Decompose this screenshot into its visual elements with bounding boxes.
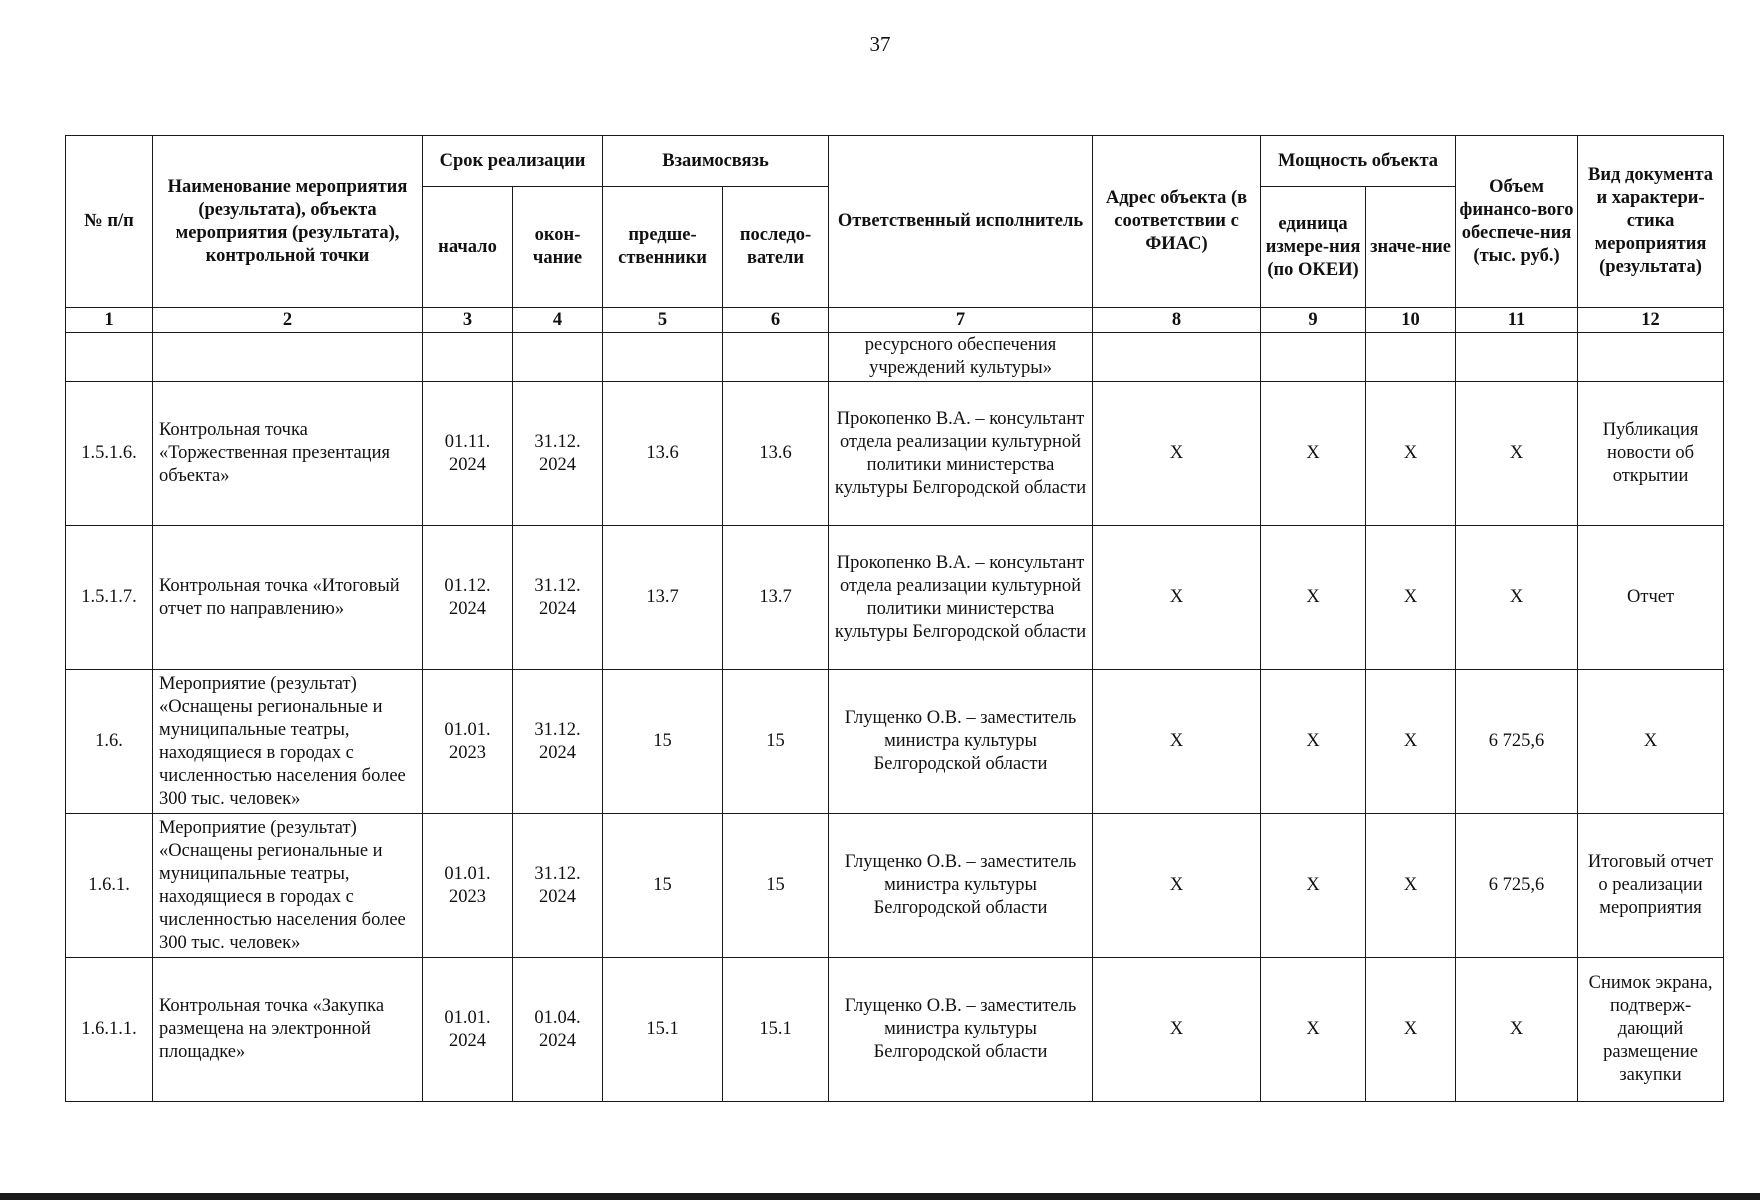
column-number: 5: [603, 308, 723, 333]
table-row: [66, 958, 1724, 1102]
row-num: 1.6.1.1.: [66, 958, 153, 1102]
plan-table: [65, 135, 1724, 1102]
header-finance: Объем финансо-вого обеспече-ния (тыс. руб.): [1456, 136, 1578, 308]
row-prev: 15: [603, 814, 723, 958]
row-next: 15: [723, 814, 829, 958]
header-relation: Взаимосвязь: [603, 136, 829, 187]
row-name: Контрольная точка «Торжественная презентация объекта»: [153, 382, 423, 526]
row-responsible: Прокопенко В.А. – консультант отдела реализации культурной политики министерства культуры Белгородской области: [829, 526, 1093, 670]
row-doc: Итоговый отчет о реализации мероприятия: [1578, 814, 1724, 958]
header-address: Адрес объекта (в соответствии с ФИАС): [1093, 136, 1261, 308]
header-capacity: Мощность объекта: [1261, 136, 1456, 187]
table-cell: [513, 333, 603, 382]
row-start: 01.12. 2024: [423, 526, 513, 670]
table-row-continuation: [66, 333, 1724, 382]
row-responsible: Глущенко О.В. – заместитель министра культуры Белгородской области: [829, 670, 1093, 814]
header-relation-prev: предше-ственники: [603, 187, 723, 308]
row-value: X: [1366, 958, 1456, 1102]
row-responsible: Прокопенко В.А. – консультант отдела реализации культурной политики министерства культуры Белгородской области: [829, 382, 1093, 526]
row-doc: X: [1578, 670, 1724, 814]
row-value: X: [1366, 670, 1456, 814]
row-value: X: [1366, 382, 1456, 526]
table-cell: [1456, 333, 1578, 382]
row-responsible: Глущенко О.В. – заместитель министра культуры Белгородской области: [829, 814, 1093, 958]
row-address: X: [1093, 814, 1261, 958]
row-finance: X: [1456, 958, 1578, 1102]
row-start: 01.01. 2023: [423, 670, 513, 814]
column-number: 10: [1366, 308, 1456, 333]
header-relation-next: последо-ватели: [723, 187, 829, 308]
header-num: № п/п: [66, 136, 153, 308]
column-number: 11: [1456, 308, 1578, 333]
table-row: [66, 670, 1724, 814]
row-name: Контрольная точка «Закупка размещена на электронной площадке»: [153, 958, 423, 1102]
table-cell: [423, 333, 513, 382]
row-next: 15: [723, 670, 829, 814]
row-unit: X: [1261, 814, 1366, 958]
row-end: 31.12. 2024: [513, 382, 603, 526]
table-cell: [603, 333, 723, 382]
row-next: 13.7: [723, 526, 829, 670]
row-value: X: [1366, 814, 1456, 958]
row-end: 31.12. 2024: [513, 670, 603, 814]
table-row: [66, 382, 1724, 526]
row-prev: 13.7: [603, 526, 723, 670]
column-number: 4: [513, 308, 603, 333]
table-cell: [723, 333, 829, 382]
row-num: 1.6.1.: [66, 814, 153, 958]
column-number: 3: [423, 308, 513, 333]
row-next: 13.6: [723, 382, 829, 526]
table-row: [66, 814, 1724, 958]
column-number: 2: [153, 308, 423, 333]
continuation-text: ресурсного обеспечения учреждений культуры»: [829, 333, 1093, 382]
table-cell: [1578, 333, 1724, 382]
row-start: 01.01. 2024: [423, 958, 513, 1102]
row-address: X: [1093, 670, 1261, 814]
row-value: X: [1366, 526, 1456, 670]
bottom-divider: [0, 1193, 1760, 1200]
row-doc: Отчет: [1578, 526, 1724, 670]
column-number: 9: [1261, 308, 1366, 333]
row-prev: 13.6: [603, 382, 723, 526]
column-number: 7: [829, 308, 1093, 333]
row-end: 31.12. 2024: [513, 814, 603, 958]
header-period-end: окон-чание: [513, 187, 603, 308]
row-name: Контрольная точка «Итоговый отчет по направлению»: [153, 526, 423, 670]
header-capacity-value: значе-ние: [1366, 187, 1456, 308]
header-name: Наименование мероприятия (результата), объекта мероприятия (результата), контрольной точки: [153, 136, 423, 308]
row-address: X: [1093, 526, 1261, 670]
header-period: Срок реализации: [423, 136, 603, 187]
row-prev: 15.1: [603, 958, 723, 1102]
row-unit: X: [1261, 526, 1366, 670]
table-body: [66, 333, 1724, 1102]
row-num: 1.5.1.6.: [66, 382, 153, 526]
row-finance: 6 725,6: [1456, 814, 1578, 958]
header-doc-type: Вид документа и характери-стика мероприятия (результата): [1578, 136, 1724, 308]
header-responsible: Ответственный исполнитель: [829, 136, 1093, 308]
header-capacity-unit: единица измере-ния (по ОКЕИ): [1261, 187, 1366, 308]
table-row: [66, 526, 1724, 670]
row-finance: 6 725,6: [1456, 670, 1578, 814]
row-end: 01.04. 2024: [513, 958, 603, 1102]
row-unit: X: [1261, 382, 1366, 526]
row-unit: X: [1261, 670, 1366, 814]
table-cell: [1366, 333, 1456, 382]
row-doc: Публикация новости об открытии: [1578, 382, 1724, 526]
row-start: 01.01. 2023: [423, 814, 513, 958]
row-finance: X: [1456, 526, 1578, 670]
table-cell: [1093, 333, 1261, 382]
column-number: 12: [1578, 308, 1724, 333]
table-header: [66, 136, 1724, 333]
table-cell: [66, 333, 153, 382]
row-start: 01.11. 2024: [423, 382, 513, 526]
column-number: 8: [1093, 308, 1261, 333]
row-end: 31.12. 2024: [513, 526, 603, 670]
row-prev: 15: [603, 670, 723, 814]
header-period-start: начало: [423, 187, 513, 308]
table-cell: [1261, 333, 1366, 382]
row-name: Мероприятие (результат) «Оснащены региональные и муниципальные театры, находящиеся в городах с численностью населения более 300 тыс. человек»: [153, 670, 423, 814]
column-number: 1: [66, 308, 153, 333]
row-num: 1.5.1.7.: [66, 526, 153, 670]
row-doc: Снимок экрана, подтверж-дающий размещение закупки: [1578, 958, 1724, 1102]
column-number: 6: [723, 308, 829, 333]
row-responsible: Глущенко О.В. – заместитель министра культуры Белгородской области: [829, 958, 1093, 1102]
row-finance: X: [1456, 382, 1578, 526]
page-number: 37: [869, 32, 891, 56]
row-name: Мероприятие (результат) «Оснащены региональные и муниципальные театры, находящиеся в городах с численностью населения более 300 тыс. человек»: [153, 814, 423, 958]
row-unit: X: [1261, 958, 1366, 1102]
table-cell: [153, 333, 423, 382]
row-address: X: [1093, 958, 1261, 1102]
row-address: X: [1093, 382, 1261, 526]
row-next: 15.1: [723, 958, 829, 1102]
row-num: 1.6.: [66, 670, 153, 814]
